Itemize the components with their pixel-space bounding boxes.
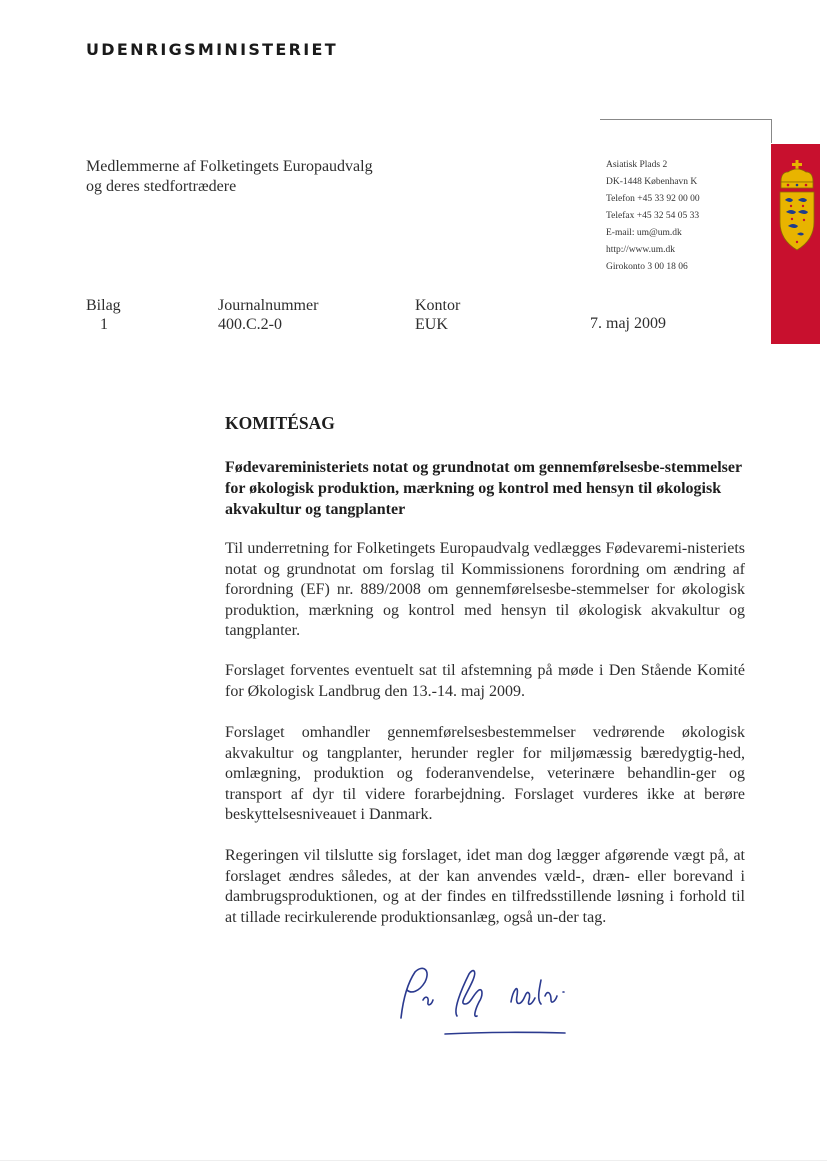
journal-field <box>218 296 318 334</box>
bottom-edge <box>0 1160 827 1161</box>
journal-label: Journalnummer <box>218 297 319 314</box>
paragraph-1: Til underretning for Folketingets Europaudvalg vedlægges Fødevaremi-nisteriets notat og grundnotat om forslag til Kommissionens forordning om ændring af forordning (EF) nr. 889/2008 om gennemførelsesbe-stemmelser for økologisk produktion, mærkning og kontrol med hensyn til økologisk akvakultur og tangplanter. <box>225 540 745 639</box>
signature <box>395 960 615 1050</box>
recipient-block <box>86 157 373 197</box>
address-city: DK-1448 København K <box>606 177 698 187</box>
kontor-value: EUK <box>415 316 448 333</box>
header-rule-tick <box>771 119 772 143</box>
paragraph-4: Regeringen vil tilslutte sig forslaget, idet man dog lægger afgørende vægt på, at forslaget ændres således, at der kan anvendes væld-, dræn- eller borevand i dambrugsproduktionen, og at der findes en tilfredsstillende løsning i forhold til at tillade recirkulerende produktionsanlæg, også un-der tag. <box>225 847 745 926</box>
bilag-label: Bilag <box>86 297 121 314</box>
ministry-name: UDENRIGSMINISTERIET <box>86 40 338 59</box>
bilag-field <box>86 296 121 334</box>
address-street: Asiatisk Plads 2 <box>606 160 668 170</box>
recipient-line-2: og deres stedfortrædere <box>86 178 237 195</box>
kontor-field <box>415 296 460 334</box>
address-web: http://www.um.dk <box>606 245 676 255</box>
paragraph-3: Forslaget omhandler gennemførelsesbestemmelser vedrørende økologisk akvakultur og tangplanter, herunder regler for miljømæssig bæredygtig-hed, omlægning, produktion og foderanvendelse, veterinære behandlin-ger og transport af dyr til videre forarbejdning. Forslaget vurderes ikke at berøre beskyttelsesniveauet i Danmark. <box>225 724 745 823</box>
bilag-value: 1 <box>100 316 108 333</box>
journal-value: 400.C.2-0 <box>218 316 282 333</box>
address-email: E-mail: um@um.dk <box>606 228 682 238</box>
paragraph-2: Forslaget forventes eventuelt sat til afstemning på møde i Den Stående Komité for Økologisk Landbrug den 13.-14. maj 2009. <box>225 662 745 700</box>
letter-date: 7. maj 2009 <box>590 315 666 332</box>
coat-of-arms-icon <box>778 160 816 260</box>
header-rule <box>600 119 772 120</box>
recipient-line-1: Medlemmerne af Folketingets Europaudvalg <box>86 158 373 175</box>
address-phone: Telefon +45 33 92 00 00 <box>606 194 700 204</box>
sender-address <box>606 157 700 276</box>
address-fax: Telefax +45 32 54 05 33 <box>606 211 700 221</box>
address-giro: Girokonto 3 00 18 06 <box>606 262 688 272</box>
kontor-label: Kontor <box>415 297 461 314</box>
subject-line: Fødevareministeriets notat og grundnotat om gennemførelsesbe-stemmelser for økologisk produktion, mærkning og kontrol med hensyn til økologisk akvakultur og tangplanter <box>225 459 742 518</box>
heading: KOMITÉSAG <box>225 413 335 433</box>
